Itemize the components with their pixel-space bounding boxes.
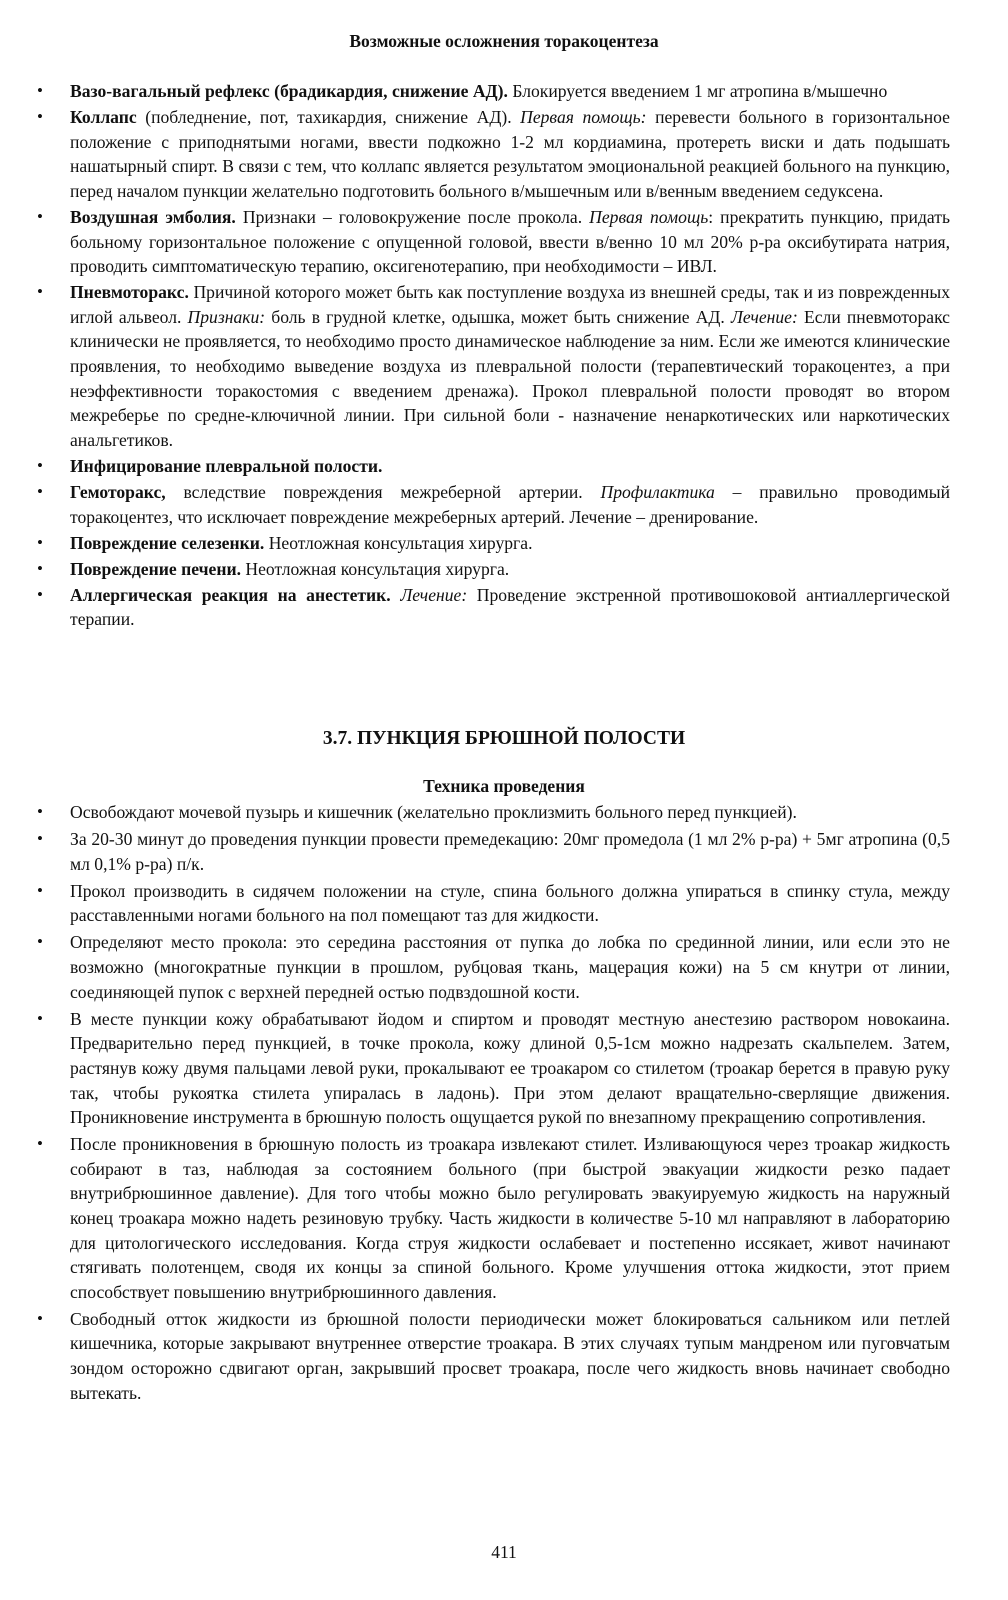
technique-step (0, 879, 950, 928)
bullet-icon: • (37, 584, 43, 604)
complication-item (0, 557, 950, 582)
technique-step-text: Прокол производить в сидячем положении на стуле, спина больного должна упираться в спинку стула, между расставленными ногами больного на пол помещают таз для жидкости. (70, 880, 950, 926)
complication-term: Аллергическая реакция на анестетик. (70, 584, 391, 605)
complication-item (0, 205, 950, 279)
technique-step-text: После проникновения в брюшную полость из троакара извлекают стилет. Изливающуюся через троакар жидкость собирают в таз, наблюдая за состоянием больного (при быстрой эвакуации жидкости резко падает внутрибрюшинное давление). Для того чтобы можно было регулировать эвакуируемую жидкость на наружный конец троакара можно надеть резиновую трубку. Часть жидкости в количестве 5-10 мл направляют в лабораторию для цитологического исследования. Когда струя жидкости ослабевает и постепенно иссякает, живот начинают стягивать полотенцем, сводя их концы за спиной больного. Кроме улучшения оттока жидкости, этот прием способствует повышению внутрибрюшинного давления. (70, 1134, 950, 1302)
complication-text: вследствие повреждения межреберной артерии. (165, 482, 601, 502)
complication-term: Воздушная эмболия. (70, 206, 236, 227)
bullet-icon: • (37, 282, 43, 302)
complication-item (0, 583, 950, 632)
bullet-icon: • (37, 802, 43, 821)
complication-text: Неотложная консультация хирурга. (241, 558, 510, 579)
complication-text: боль в грудной клетке, одышка, может быть снижение АД. (265, 306, 731, 327)
bullet-icon: • (37, 558, 43, 578)
technique-step (0, 1007, 950, 1130)
bullet-icon: • (37, 206, 43, 226)
technique-step-text: За 20-30 минут до проведения пункции провести премедекацию: 20мг промедола (1 мл 2% р-ра) + 5мг атропина (0,5 мл 0,1% р-ра) п/к. (70, 829, 950, 874)
bullet-icon: • (37, 532, 43, 552)
italic-label: Лечение: (400, 584, 468, 605)
complication-text: – правильно проводимый торакоцентез, что исключает повреждение межреберных артерий. Лечение – дренирование. (70, 482, 950, 527)
complication-term: Повреждение селезенки. (70, 532, 265, 553)
technique-step-text: Свободный отток жидкости из брюшной полости периодически может блокироваться сальником или петлей кишечника, которые закрывают внутреннее отверстие троакара. В этих случаях тупым мандреном или пуговчатым зондом осторожно сдвигают орган, закрывший просвет троакара, после чего жидкость вновь начинает свободно вытекать. (70, 1308, 950, 1403)
bullet-icon: • (37, 1008, 43, 1028)
complications-heading: Возможные осложнения торакоцентеза (349, 31, 659, 51)
technique-step (0, 827, 950, 876)
complication-term: Пневмоторакс. (70, 282, 189, 303)
italic-label: Первая помощь: (520, 107, 647, 128)
complication-text: Причиной которого может быть как поступление воздуха из внешней среды, так и из поврежденных иглой альвеол. (70, 282, 950, 327)
complication-item (0, 280, 950, 452)
complication-text: Признаки – головокружение после прокола. (235, 206, 590, 227)
complication-item (0, 79, 950, 104)
complication-item (0, 531, 950, 556)
bullet-icon: • (37, 107, 43, 127)
complication-term: Вазо-вагальный рефлекс (брадикардия, снижение АД). (70, 81, 508, 101)
complication-text: перевести больного в горизонтальное положение с приподнятыми ногами, ввести подкожно 1-2 мл кордиамина, протереть виски и дать подышать нашатырный спирт. В связи с тем, что коллапс является результатом эмоциональной реакцией больного на пункцию, перед началом пункции желательно подготовить больного в/мышечным или в/венным введением седуксена. (70, 107, 950, 201)
complication-text: : прекратить пункцию, придать больному горизонтальное положение с опущенной головой, ввести в/венно 10 мл 20% р-ра оксибутирата натрия, проводить симптоматическую терапию, оксигенотерапию, при необходимости – ИВЛ. (70, 206, 950, 277)
bullet-icon: • (37, 829, 43, 849)
complication-text: Неотложная консультация хирурга. (264, 532, 533, 553)
complication-text: Если пневмоторакс клинически не проявляется, то необходимо просто динамическое наблюдение за ним. Если же имеются клинические проявления, то необходимо выведение воздуха из плевральной полости (терапевтический торакоцентез, а при неэффективности торакостомия с введением дренажа). Прокол плевральной полости проводят во втором межреберье по средне-ключичной линии. При сильной боли - назначение ненаркотических или наркотических анальгетиков. (70, 306, 950, 450)
technique-step-text: Освобождают мочевой пузырь и кишечник (желательно проклизмить больного перед пункцией). (70, 802, 797, 822)
technique-step (0, 800, 950, 825)
page-number: 411 (491, 1542, 517, 1562)
complication-item (0, 105, 950, 203)
technique-step (0, 930, 950, 1004)
italic-label: Лечение: (730, 306, 798, 327)
bullet-icon: • (37, 1308, 43, 1328)
technique-step-text: В месте пункции кожу обрабатывают йодом и спиртом и проводят местную анестезию раствором новокаина. Предварительно перед пункцией, в точке прокола, кожу длиной 0,5-1см можно надрезать скальпелем. Затем, растянув кожу двумя пальцами левой руки, прокалывают ее троакаром со стилетом (троакар берется в правую руку так, чтобы рукоятка стилета упиралась в ладонь). При этом делают вращательно-сверлящие движения. Проникновение инструмента в брюшную полость ощущается рукой по внезапному прекращению сопротивления. (70, 1008, 950, 1128)
complication-term: Коллапс (70, 107, 137, 128)
complication-text: (побледнение, пот, тахикардия, снижение АД). (136, 107, 521, 128)
technique-step-text: Определяют место прокола: это середина расстояния от пупка до лобка по срединной линии, или если это не возможно (многократные пункции в прошлом, рубцовая ткань, мацерация кожи) на 5 см кнутри от линии, соединяющей пупок с верхней передней остью подвздошной кости. (70, 932, 950, 1002)
complication-text: Проведение экстренной противошоковой антиаллергической терапии. (70, 584, 951, 630)
technique-subheading: Техника проведения (423, 776, 585, 796)
bullet-icon: • (37, 1134, 43, 1154)
italic-label: Профилактика (600, 482, 715, 502)
italic-label: Признаки: (187, 306, 266, 327)
bullet-icon: • (37, 455, 43, 475)
italic-label: Первая помощь (589, 206, 709, 227)
complication-item (0, 454, 950, 479)
bullet-icon: • (37, 880, 43, 900)
technique-step (0, 1132, 950, 1304)
complication-text (391, 585, 401, 605)
complication-item (0, 480, 950, 529)
bullet-icon: • (37, 932, 43, 952)
complication-term: Инфицирование плевральной полости. (70, 455, 383, 476)
bullet-icon: • (37, 482, 43, 501)
complication-text: Блокируется введением 1 мг атропина в/мышечно (507, 81, 888, 101)
complication-term: Гемоторакс, (70, 482, 166, 502)
section-heading: 3.7. ПУНКЦИЯ БРЮШНОЙ ПОЛОСТИ (322, 728, 686, 749)
technique-list (0, 800, 950, 1408)
complications-list (0, 79, 950, 634)
technique-step (0, 1307, 950, 1405)
complication-term: Повреждение печени. (70, 558, 241, 579)
bullet-icon: • (37, 81, 43, 100)
